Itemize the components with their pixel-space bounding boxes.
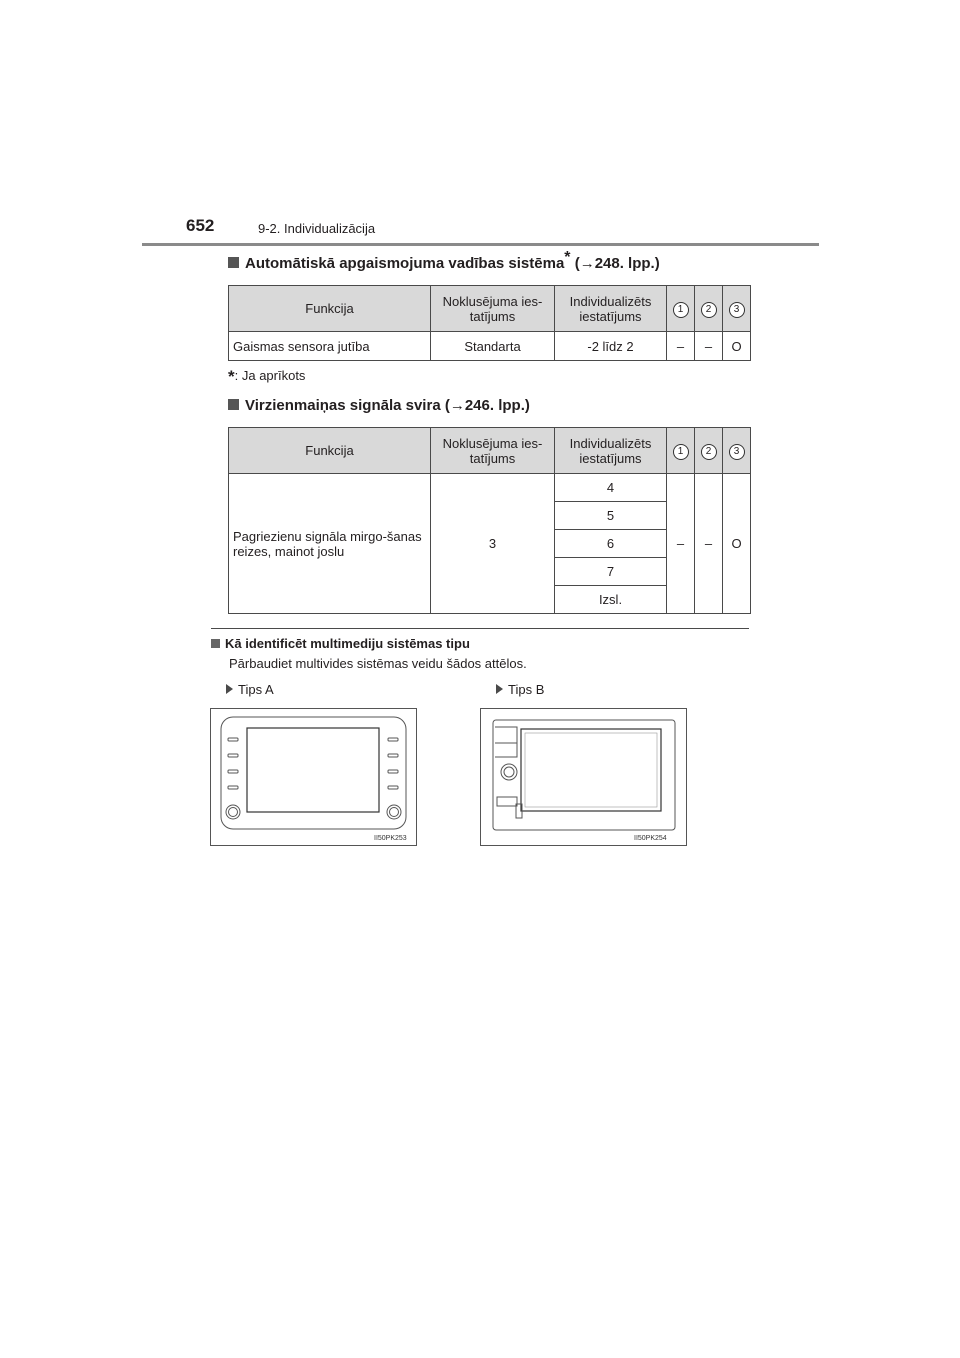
column-header-method-2	[695, 428, 723, 474]
cell-function: Gaismas sensora jutība	[229, 332, 431, 361]
square-bullet-icon	[211, 639, 220, 648]
cell-default: 3	[431, 474, 555, 614]
cell-method-1: –	[667, 474, 695, 614]
section-divider	[211, 628, 749, 629]
column-header-method-1	[667, 286, 695, 332]
column-header-custom: Individualizēts iestatījums	[555, 428, 667, 474]
settings-table-turn-signal	[228, 427, 751, 614]
subsection-title: Kā identificēt multimediju sistēmas tipu	[225, 636, 470, 651]
page-reference: (→248. lpp.)	[574, 255, 660, 272]
square-bullet-icon	[228, 257, 239, 268]
figure-code: II50PK254	[634, 835, 667, 842]
column-header-default: Noklusējuma ies-tatījums	[431, 428, 555, 474]
circled-number-2: 2	[701, 444, 717, 460]
tip-label: Tips B	[508, 682, 545, 697]
header-rule	[142, 243, 819, 246]
settings-table-auto-light	[228, 285, 751, 361]
circled-number-1: 1	[673, 302, 689, 318]
cell-method-2: –	[695, 332, 723, 361]
cell-method-2: –	[695, 474, 723, 614]
cell-method-3: O	[723, 474, 751, 614]
table-row	[229, 474, 751, 502]
section-title: Virzienmaiņas signāla svira	[245, 397, 441, 414]
column-header-method-3	[723, 428, 751, 474]
footnote-text: : Ja aprīkots	[234, 368, 306, 383]
table-row	[229, 332, 751, 361]
cell-custom-option: 6	[555, 530, 667, 558]
multimedia-unit-a-illustration	[211, 709, 416, 845]
subsection-heading	[211, 636, 470, 651]
cell-default: Standarta	[431, 332, 555, 361]
column-header-method-3	[723, 286, 751, 332]
page-number: 652	[186, 216, 215, 235]
figure-tips-a	[210, 708, 417, 846]
triangle-bullet-icon	[226, 684, 233, 694]
circled-number-3: 3	[729, 302, 745, 318]
square-bullet-icon	[228, 399, 239, 410]
table-header-row	[229, 428, 751, 474]
page-reference: (→246. lpp.)	[444, 397, 530, 414]
column-header-custom: Individualizēts iestatījums	[555, 286, 667, 332]
cell-custom: -2 līdz 2	[555, 332, 667, 361]
table-header-row	[229, 286, 751, 332]
cell-method-3: O	[723, 332, 751, 361]
multimedia-unit-b-illustration	[481, 709, 686, 845]
circled-number-2: 2	[701, 302, 717, 318]
column-header-method-1	[667, 428, 695, 474]
tip-label: Tips A	[238, 682, 274, 697]
section-heading-turn-signal	[228, 397, 530, 414]
subsection-text: Pārbaudiet multivides sistēmas veidu šādos attēlos.	[229, 656, 527, 671]
asterisk-mark: *	[564, 249, 571, 266]
circled-number-3: 3	[729, 444, 745, 460]
cell-custom-option: 5	[555, 502, 667, 530]
cell-custom-option: 7	[555, 558, 667, 586]
cell-custom-option: 4	[555, 474, 667, 502]
cell-custom-option: Izsl.	[555, 586, 667, 614]
section-heading-auto-light	[228, 249, 660, 272]
footnote-asterisk: *	[228, 367, 235, 386]
cell-function: Pagriezienu signāla mirgo-šanas reizes, mainot joslu	[229, 474, 431, 614]
triangle-bullet-icon	[496, 684, 503, 694]
figure-code: II50PK253	[374, 835, 407, 842]
column-header-default: Noklusējuma ies-tatījums	[431, 286, 555, 332]
tip-b-label	[496, 682, 544, 697]
circled-number-1: 1	[673, 444, 689, 460]
section-title: Automātiskā apgaismojuma vadības sistēma	[245, 255, 565, 272]
figure-tips-b	[480, 708, 687, 846]
cell-method-1: –	[667, 332, 695, 361]
breadcrumb: 9-2. Individualizācija	[258, 221, 376, 236]
footnote	[228, 367, 305, 387]
column-header-method-2	[695, 286, 723, 332]
column-header-function: Funkcija	[229, 286, 431, 332]
tip-a-label	[226, 682, 274, 697]
column-header-function: Funkcija	[229, 428, 431, 474]
